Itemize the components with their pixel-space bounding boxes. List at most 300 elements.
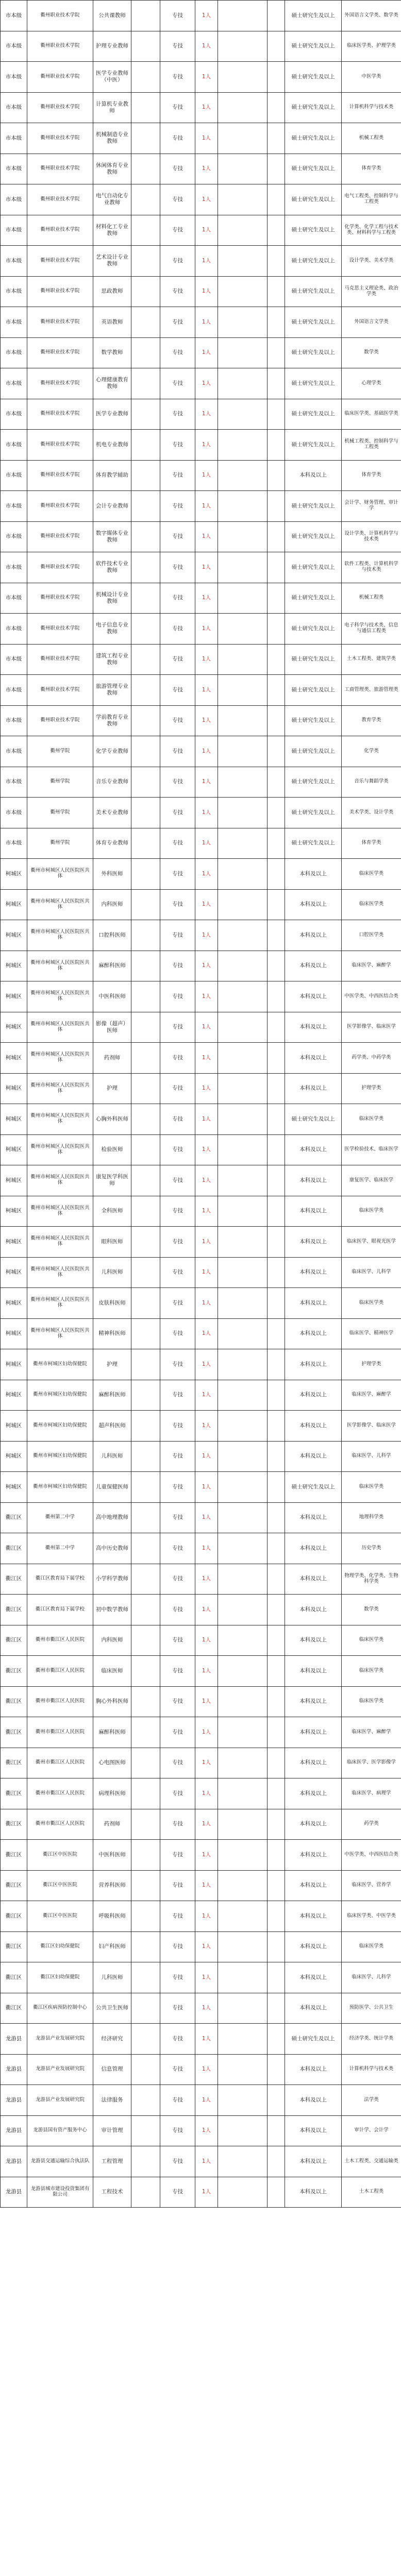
table-row [1, 2054, 401, 2085]
headcount-cell: 1人 [195, 2054, 218, 2085]
category-cell: 专技 [160, 583, 195, 614]
major-cell: 护理学类 [342, 1349, 401, 1380]
headcount-cell: 1人 [195, 1809, 218, 1840]
major-cell: 临床医学类 [342, 1196, 401, 1227]
education-cell: 本科及以上 [285, 920, 342, 951]
headcount-cell: 1人 [195, 552, 218, 583]
position-code-cell [131, 1257, 160, 1288]
position-cell: 数字媒体专业教师 [93, 521, 131, 552]
district-cell: 市本级 [1, 246, 27, 277]
position-cell: 医学专业教师（中医） [93, 62, 131, 93]
unit-cell: 衢州市柯城区人民医院医共体 [27, 1196, 93, 1227]
category-cell: 专技 [160, 705, 195, 736]
position-cell: 经济研究 [93, 2024, 131, 2055]
position-code-cell [131, 583, 160, 614]
district-cell: 衢江区 [1, 1502, 27, 1533]
gender-cell [268, 2085, 285, 2116]
headcount-cell: 1人 [195, 521, 218, 552]
position-cell: 心电图医师 [93, 1748, 131, 1778]
table-row [1, 859, 401, 890]
district-cell: 衢江区 [1, 1809, 27, 1840]
gender-cell [268, 644, 285, 675]
gender-cell [268, 1349, 285, 1380]
major-cell: 土木工程类、交通运输类 [342, 2146, 401, 2177]
gender-cell [268, 1073, 285, 1104]
headcount-cell: 1人 [195, 1441, 218, 1472]
position-cell: 全科医师 [93, 1196, 131, 1227]
education-cell: 硕士研究生及以上 [285, 246, 342, 277]
headcount-cell: 1人 [195, 1, 218, 31]
category-cell: 专技 [160, 767, 195, 798]
position-cell: 心理健康教育教师 [93, 368, 131, 399]
education-cell: 硕士研究生及以上 [285, 215, 342, 246]
education-cell: 本科及以上 [285, 1288, 342, 1319]
unit-cell: 龙游县产业发展研究院 [27, 2085, 93, 2116]
education-cell: 本科及以上 [285, 1564, 342, 1595]
gender-cell [268, 1625, 285, 1656]
table-row [1, 1533, 401, 1564]
district-cell: 柯城区 [1, 1134, 27, 1165]
position-code-cell [131, 154, 160, 184]
unit-cell: 衢州市衢江区人民医院 [27, 1748, 93, 1778]
major-cell: 临床医学类 [342, 1686, 401, 1717]
category-cell: 专技 [160, 1533, 195, 1564]
position-code-cell [131, 828, 160, 859]
education-cell: 本科及以上 [285, 981, 342, 1012]
table-row [1, 1595, 401, 1625]
headcount-cell: 1人 [195, 1717, 218, 1748]
table-row [1, 1656, 401, 1687]
unit-cell: 衢江区中医医院 [27, 1840, 93, 1871]
category-cell: 专技 [160, 2054, 195, 2085]
table-row [1, 1809, 401, 1840]
position-cell: 旅游管理专业教师 [93, 675, 131, 706]
education-cell: 本科及以上 [285, 1012, 342, 1043]
age-cell [218, 1717, 268, 1748]
age-cell [218, 1380, 268, 1411]
position-cell: 口腔科医师 [93, 920, 131, 951]
age-cell [218, 1196, 268, 1227]
gender-cell [268, 1257, 285, 1288]
category-cell: 专技 [160, 368, 195, 399]
age-cell [218, 2115, 268, 2146]
major-cell: 中医学类、中西医结合类 [342, 981, 401, 1012]
gender-cell [268, 951, 285, 981]
district-cell: 衢江区 [1, 1533, 27, 1564]
major-cell: 外国语言文学类、数学类 [342, 1, 401, 31]
education-cell: 本科及以上 [285, 1993, 342, 2024]
district-cell: 市本级 [1, 215, 27, 246]
category-cell: 专技 [160, 1165, 195, 1196]
headcount-cell: 1人 [195, 1840, 218, 1871]
category-cell: 专技 [160, 1931, 195, 1962]
district-cell: 柯城区 [1, 859, 27, 890]
district-cell: 柯城区 [1, 1411, 27, 1442]
gender-cell [268, 276, 285, 307]
table-row [1, 1104, 401, 1135]
category-cell: 专技 [160, 1227, 195, 1258]
category-cell: 专技 [160, 1472, 195, 1503]
position-code-cell [131, 859, 160, 890]
gender-cell [268, 184, 285, 215]
position-code-cell [131, 1196, 160, 1227]
age-cell [218, 1, 268, 31]
unit-cell: 衢州市柯城区人民医院医共体 [27, 1257, 93, 1288]
major-cell: 电气工程类、控制科学与工程类 [342, 184, 401, 215]
major-cell: 软件工程类、计算机科学与技术类 [342, 552, 401, 583]
gender-cell [268, 1227, 285, 1258]
gender-cell [268, 583, 285, 614]
gender-cell [268, 1809, 285, 1840]
position-cell: 英语教师 [93, 307, 131, 338]
major-cell: 医学影像学、临床医学 [342, 1012, 401, 1043]
position-code-cell [131, 1134, 160, 1165]
position-code-cell [131, 491, 160, 522]
position-code-cell [131, 1748, 160, 1778]
major-cell: 药学类 [342, 1809, 401, 1840]
table-row [1, 460, 401, 491]
education-cell: 硕士研究生及以上 [285, 521, 342, 552]
education-cell: 本科及以上 [285, 1441, 342, 1472]
gender-cell [268, 1012, 285, 1043]
headcount-cell: 1人 [195, 276, 218, 307]
major-cell: 临床医学、儿科学 [342, 1441, 401, 1472]
position-code-cell [131, 460, 160, 491]
table-row [1, 1993, 401, 2024]
position-code-cell [131, 1840, 160, 1871]
district-cell: 柯城区 [1, 1349, 27, 1380]
headcount-cell: 1人 [195, 1931, 218, 1962]
table-row [1, 1686, 401, 1717]
district-cell: 衢江区 [1, 1625, 27, 1656]
gender-cell [268, 62, 285, 93]
major-cell: 临床医学、精神医学 [342, 1318, 401, 1349]
position-code-cell [131, 889, 160, 920]
unit-cell: 衢州市柯城区人民医院医共体 [27, 1043, 93, 1074]
position-cell: 公共卫生医师 [93, 1993, 131, 2024]
table-row [1, 31, 401, 62]
district-cell: 柯城区 [1, 1012, 27, 1043]
education-cell: 硕士研究生及以上 [285, 583, 342, 614]
unit-cell: 衢州职业技术学院 [27, 154, 93, 184]
major-cell: 机械工程类、控制科学与工程类 [342, 430, 401, 461]
major-cell: 计算机科学与技术类 [342, 2054, 401, 2085]
position-code-cell [131, 1533, 160, 1564]
table-row [1, 675, 401, 706]
unit-cell: 衢州职业技术学院 [27, 521, 93, 552]
age-cell [218, 1134, 268, 1165]
age-cell [218, 307, 268, 338]
unit-cell: 衢州职业技术学院 [27, 460, 93, 491]
table-row [1, 399, 401, 430]
major-cell: 药学类、中药学类 [342, 1043, 401, 1074]
headcount-cell: 1人 [195, 1533, 218, 1564]
unit-cell: 衢州市衢江区人民医院 [27, 1717, 93, 1748]
age-cell [218, 614, 268, 645]
unit-cell: 衢州职业技术学院 [27, 399, 93, 430]
category-cell: 专技 [160, 399, 195, 430]
unit-cell: 龙游县国有资产服务中心 [27, 2115, 93, 2146]
table-row [1, 767, 401, 798]
education-cell: 硕士研究生及以上 [285, 62, 342, 93]
position-code-cell [131, 1625, 160, 1656]
position-code-cell [131, 62, 160, 93]
district-cell: 市本级 [1, 92, 27, 123]
gender-cell [268, 307, 285, 338]
education-cell: 本科及以上 [285, 1318, 342, 1349]
position-code-cell [131, 951, 160, 981]
gender-cell [268, 1840, 285, 1871]
position-code-cell [131, 2054, 160, 2085]
unit-cell: 衢州职业技术学院 [27, 491, 93, 522]
headcount-cell: 1人 [195, 889, 218, 920]
gender-cell [268, 1717, 285, 1748]
education-cell: 硕士研究生及以上 [285, 828, 342, 859]
headcount-cell: 1人 [195, 184, 218, 215]
category-cell: 专技 [160, 491, 195, 522]
major-cell: 预防医学、公共卫生 [342, 1993, 401, 2024]
table-row [1, 1043, 401, 1074]
age-cell [218, 1595, 268, 1625]
major-cell: 数学类 [342, 337, 401, 368]
position-code-cell [131, 1411, 160, 1442]
position-code-cell [131, 2177, 160, 2208]
position-cell: 妇产科医师 [93, 1931, 131, 1962]
major-cell: 临床医学、麻醉学 [342, 1380, 401, 1411]
position-cell: 学前教育专业教师 [93, 705, 131, 736]
unit-cell: 龙游县产业发展研究院 [27, 2024, 93, 2055]
district-cell: 市本级 [1, 62, 27, 93]
table-row [1, 1196, 401, 1227]
headcount-cell: 1人 [195, 31, 218, 62]
education-cell: 本科及以上 [285, 1349, 342, 1380]
position-code-cell [131, 368, 160, 399]
headcount-cell: 1人 [195, 1227, 218, 1258]
education-cell: 本科及以上 [285, 1073, 342, 1104]
education-cell: 本科及以上 [285, 1962, 342, 1993]
category-cell: 专技 [160, 828, 195, 859]
unit-cell: 衢州职业技术学院 [27, 31, 93, 62]
district-cell: 柯城区 [1, 1257, 27, 1288]
table-row [1, 1472, 401, 1503]
age-cell [218, 1840, 268, 1871]
major-cell: 历史学类 [342, 1533, 401, 1564]
education-cell: 硕士研究生及以上 [285, 675, 342, 706]
category-cell: 专技 [160, 1288, 195, 1319]
table-row [1, 552, 401, 583]
position-cell: 审计管理 [93, 2115, 131, 2146]
district-cell: 龙游县 [1, 2115, 27, 2146]
district-cell: 市本级 [1, 368, 27, 399]
position-cell: 中医科医师 [93, 1840, 131, 1871]
district-cell: 柯城区 [1, 1472, 27, 1503]
education-cell: 本科及以上 [285, 1809, 342, 1840]
position-cell: 材料化工专业教师 [93, 215, 131, 246]
category-cell: 专技 [160, 1901, 195, 1932]
category-cell: 专技 [160, 981, 195, 1012]
major-cell: 临床医学类 [342, 859, 401, 890]
headcount-cell: 1人 [195, 1502, 218, 1533]
position-code-cell [131, 920, 160, 951]
headcount-cell: 1人 [195, 1257, 218, 1288]
position-code-cell [131, 1104, 160, 1135]
position-cell: 护理 [93, 1073, 131, 1104]
unit-cell: 衢州市衢江区人民医院 [27, 1778, 93, 1809]
major-cell: 临床医学类 [342, 1656, 401, 1687]
category-cell: 专技 [160, 2177, 195, 2208]
table-row [1, 246, 401, 277]
unit-cell: 衢州职业技术学院 [27, 583, 93, 614]
position-cell: 胸心外科医师 [93, 1686, 131, 1717]
category-cell: 专技 [160, 246, 195, 277]
category-cell: 专技 [160, 1349, 195, 1380]
unit-cell: 衢州职业技术学院 [27, 368, 93, 399]
education-cell: 本科及以上 [285, 1043, 342, 1074]
age-cell [218, 1073, 268, 1104]
education-cell: 硕士研究生及以上 [285, 31, 342, 62]
gender-cell [268, 1564, 285, 1595]
table-row [1, 1, 401, 31]
category-cell: 专技 [160, 1625, 195, 1656]
gender-cell [268, 1870, 285, 1901]
category-cell: 专技 [160, 1012, 195, 1043]
age-cell [218, 399, 268, 430]
headcount-cell: 1人 [195, 246, 218, 277]
headcount-cell: 1人 [195, 1656, 218, 1687]
major-cell: 音乐与舞蹈学类 [342, 767, 401, 798]
education-cell: 本科及以上 [285, 1656, 342, 1687]
category-cell: 专技 [160, 123, 195, 154]
headcount-cell: 1人 [195, 2024, 218, 2055]
table-row [1, 1318, 401, 1349]
position-cell: 体育教学辅助 [93, 460, 131, 491]
education-cell: 本科及以上 [285, 1533, 342, 1564]
unit-cell: 衢州市柯城区人民医院医共体 [27, 889, 93, 920]
major-cell: 工商管理类、旅游管理类 [342, 675, 401, 706]
major-cell: 临床医学类 [342, 1104, 401, 1135]
position-cell: 病理科医师 [93, 1778, 131, 1809]
education-cell: 本科及以上 [285, 2177, 342, 2208]
position-code-cell [131, 521, 160, 552]
headcount-cell: 1人 [195, 92, 218, 123]
age-cell [218, 368, 268, 399]
table-row [1, 276, 401, 307]
headcount-cell: 1人 [195, 337, 218, 368]
position-code-cell [131, 1043, 160, 1074]
age-cell [218, 1686, 268, 1717]
unit-cell: 衢州职业技术学院 [27, 123, 93, 154]
unit-cell: 衢州市柯城区妇幼保健院 [27, 1411, 93, 1442]
district-cell: 市本级 [1, 583, 27, 614]
district-cell: 柯城区 [1, 1441, 27, 1472]
category-cell: 专技 [160, 1318, 195, 1349]
unit-cell: 衢江区中医医院 [27, 1901, 93, 1932]
table-row [1, 2146, 401, 2177]
headcount-cell: 1人 [195, 1134, 218, 1165]
category-cell: 专技 [160, 1686, 195, 1717]
age-cell [218, 2085, 268, 2116]
headcount-cell: 1人 [195, 1165, 218, 1196]
district-cell: 柯城区 [1, 1288, 27, 1319]
major-cell: 临床医学类 [342, 1472, 401, 1503]
table-row [1, 1931, 401, 1962]
district-cell: 柯城区 [1, 920, 27, 951]
major-cell: 临床医学、儿科学 [342, 1962, 401, 1993]
age-cell [218, 31, 268, 62]
headcount-cell: 1人 [195, 675, 218, 706]
major-cell: 医学检验技术、临床医学 [342, 1134, 401, 1165]
education-cell: 硕士研究生及以上 [285, 276, 342, 307]
category-cell: 专技 [160, 460, 195, 491]
gender-cell [268, 828, 285, 859]
position-code-cell [131, 644, 160, 675]
gender-cell [268, 1533, 285, 1564]
position-code-cell [131, 1441, 160, 1472]
major-cell: 中医学类 [342, 62, 401, 93]
position-code-cell [131, 767, 160, 798]
unit-cell: 衢州市柯城区人民医院医共体 [27, 1104, 93, 1135]
age-cell [218, 1962, 268, 1993]
table-row [1, 1257, 401, 1288]
unit-cell: 衢州职业技术学院 [27, 92, 93, 123]
education-cell: 硕士研究生及以上 [285, 552, 342, 583]
major-cell: 法学类 [342, 2085, 401, 2116]
headcount-cell: 1人 [195, 491, 218, 522]
table-row [1, 337, 401, 368]
education-cell: 本科及以上 [285, 1778, 342, 1809]
education-cell: 本科及以上 [285, 1840, 342, 1871]
age-cell [218, 215, 268, 246]
district-cell: 衢江区 [1, 1778, 27, 1809]
headcount-cell: 1人 [195, 614, 218, 645]
gender-cell [268, 1595, 285, 1625]
unit-cell: 衢州市柯城区人民医院医共体 [27, 1318, 93, 1349]
age-cell [218, 2024, 268, 2055]
table-row [1, 307, 401, 338]
table-row [1, 828, 401, 859]
major-cell: 护理学类 [342, 1073, 401, 1104]
position-cell: 外科医师 [93, 859, 131, 890]
education-cell: 硕士研究生及以上 [285, 491, 342, 522]
category-cell: 专技 [160, 1502, 195, 1533]
position-code-cell [131, 31, 160, 62]
district-cell: 市本级 [1, 460, 27, 491]
gender-cell [268, 1962, 285, 1993]
district-cell: 柯城区 [1, 1165, 27, 1196]
position-cell: 麻醉科医师 [93, 1380, 131, 1411]
headcount-cell: 1人 [195, 1595, 218, 1625]
position-cell: 体育专业教师 [93, 828, 131, 859]
district-cell: 柯城区 [1, 1380, 27, 1411]
position-code-cell [131, 1656, 160, 1687]
category-cell: 专技 [160, 1411, 195, 1442]
age-cell [218, 92, 268, 123]
district-cell: 衢江区 [1, 1962, 27, 1993]
position-code-cell [131, 92, 160, 123]
headcount-cell: 1人 [195, 1686, 218, 1717]
major-cell: 心理学类 [342, 368, 401, 399]
education-cell: 本科及以上 [285, 951, 342, 981]
district-cell: 衢江区 [1, 1686, 27, 1717]
district-cell: 柯城区 [1, 1196, 27, 1227]
position-cell: 康复医学科医师 [93, 1165, 131, 1196]
gender-cell [268, 154, 285, 184]
district-cell: 柯城区 [1, 1104, 27, 1135]
major-cell: 临床医学类 [342, 1625, 401, 1656]
table-row [1, 123, 401, 154]
position-cell: 电气自动化专业教师 [93, 184, 131, 215]
age-cell [218, 1227, 268, 1258]
